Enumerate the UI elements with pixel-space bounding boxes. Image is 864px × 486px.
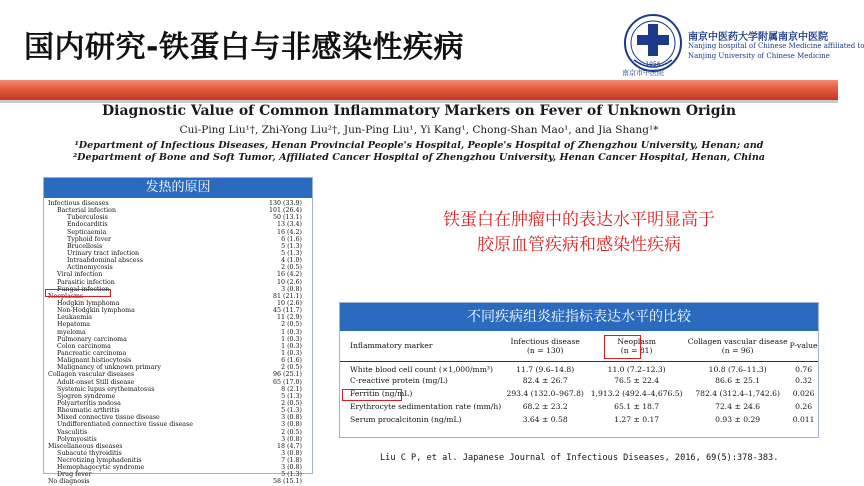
cause-name: Typhoid fever [67,235,112,243]
ferritin-row-highlight-box [342,389,402,401]
cause-name: Hepatoma [57,321,91,329]
cause-name: Collagen vascular diseases [48,371,135,379]
list-item [48,207,308,214]
logo-name-cn: 南京中医药大学附属南京中医院 [688,32,828,43]
logo-name-short: 南京市中医院 [622,69,664,77]
cause-value: 16 (4.2) [277,228,302,236]
column-header-label: Inflammatory marker [350,341,433,351]
table-cell: 76.5 ± 22.4 [614,376,660,385]
cause-value: 3 (0.8) [281,421,302,429]
list-item [48,400,308,407]
list-item [48,243,308,250]
list-item [48,200,308,207]
cause-value: 50 (13.1) [273,214,302,222]
table-cell: 782.4 (312.4–1,742.6) [695,389,780,398]
cause-name: Miscellaneous diseases [48,442,123,450]
list-item [48,393,308,400]
hospital-logo [618,8,864,82]
list-item [48,271,308,278]
cause-value: 16 (4.2) [277,271,302,279]
marker-comparison-header: 不同疾病组炎症指标表达水平的比较 [340,303,818,331]
cause-value: 10 (2.6) [277,278,302,286]
cause-value: 101 (26.4) [269,207,302,215]
cause-name: Adult-onset Still disease [57,378,135,386]
list-item [48,229,308,236]
list-item [48,329,308,336]
paper-authors: Cui-Ping Liu¹†, Zhi-Yong Liu²†, Jun-Ping Liu¹, Yi Kang¹, Chong-Shan Mao¹, and Jia Shang¹* [179,124,659,136]
list-item [48,236,308,243]
fever-causes-panel [43,177,313,486]
column-header-count: (n = 130) [526,345,564,355]
list-item [48,250,308,257]
cause-value: 81 (21.1) [273,292,302,300]
table-cell: 86.6 ± 25.1 [715,376,761,385]
column-header [340,331,503,361]
list-item [48,471,308,478]
list-item [48,357,308,364]
column-header-label: P-value [789,341,818,351]
list-item [48,279,308,286]
cause-value: 3 (0.8) [281,449,302,457]
cause-name: Pancreatic carcinoma [57,349,127,357]
table-cell: 11.7 (9.6–14.8) [516,364,575,374]
list-item [48,414,308,421]
cause-name: Hodgkin lymphoma [57,299,120,307]
logo-name-en-2: Nanjing University of Chinese Medicine [688,52,830,60]
cause-name: Drug fever [57,471,92,479]
list-item [48,264,308,271]
neoplasm-highlight-box [45,289,111,297]
cause-value: 5 (1.3) [281,392,302,400]
cause-value: 10 (2.6) [277,299,302,307]
table-cell: 3.64 ± 0.58 [522,415,568,424]
cause-value: 45 (11.7) [273,307,302,315]
table-cell: 0.011 [792,415,815,424]
cause-value: 1 (0.3) [281,328,302,336]
cause-name: Viral infection [57,271,103,279]
list-item [48,379,308,386]
table-cell: White blood cell count (×1,000/mm³) [350,364,493,374]
cause-value: 3 (0.8) [281,414,302,422]
cause-name: Malignant histiocytosis [57,357,132,365]
title-banner [0,80,838,100]
list-item [48,457,308,464]
table-cell: 82.4 ± 26.7 [522,376,568,385]
list-item [48,443,308,450]
table-cell: 65.1 ± 18.7 [614,402,660,411]
key-finding-line-1: 铁蛋白在肿瘤中的表达水平明显高于 [443,210,715,230]
list-item [48,450,308,457]
cause-name: Actinomycosis [67,264,113,272]
fever-causes-list [44,198,312,486]
list-item [48,350,308,357]
cause-name: Sjogren syndrome [57,392,116,400]
column-header-count: (n = 96) [721,345,754,355]
table-cell: 72.4 ± 24.6 [715,402,761,411]
cause-name: Vasculitis [57,428,88,436]
list-item [48,429,308,436]
cause-value: 3 (0.8) [281,435,302,443]
cause-value: 3 (0.8) [281,285,302,293]
cause-value: 5 (1.3) [281,407,302,415]
table-cell: 1,913.2 (492.4–4,676.5) [590,389,683,398]
list-item [48,478,308,485]
list-item [48,257,308,264]
cause-value: 1 (0.3) [281,335,302,343]
logo-year: 1956 [645,61,661,68]
column-header-label: Collagen vascular disease [687,336,788,346]
table-cell: 293.4 (132.0–967.8) [506,389,584,398]
cause-value: 2 (0.5) [281,428,302,436]
cause-value: 1 (0.3) [281,349,302,357]
column-header [503,331,587,361]
cause-value: 96 (25.1) [273,371,302,379]
cause-name: Polymyositis [57,435,97,443]
table-cell: Serum procalcitonin (ng/mL) [350,415,462,424]
cause-name: Septicaemia [67,228,107,236]
cause-name: Undifferentiated connective tissue disease [57,421,194,429]
list-item [48,386,308,393]
cause-name: Urinary tract infection [67,249,140,257]
cause-value: 130 (33.9) [269,200,302,207]
table-cell: Ferritin (ng/mL) [350,389,413,398]
table-cell: 0.026 [792,389,815,398]
table-cell: 0.93 ± 0.29 [715,415,761,424]
table-cell: 0.32 [795,376,813,385]
paper-title: Diagnostic Value of Common Inflammatory Markers on Fever of Unknown Origin [102,103,736,119]
list-item [48,343,308,350]
cause-name: Endocarditis [67,221,108,229]
cause-name: Systemic lupus erythematosus [57,385,155,393]
list-item [48,214,308,221]
cause-value: 3 (0.8) [281,464,302,472]
table-row [340,400,818,413]
cause-name: Parasitic infection [57,278,115,286]
fever-causes-header: 发热的原因 [44,178,312,198]
cause-name: Subacute thyroiditis [57,449,122,457]
cause-value: 2 (0.5) [281,399,302,407]
cause-name: Colon carcinoma [57,342,111,350]
cause-value: 5 (1.3) [281,471,302,479]
cause-name: Rheumatic arthritis [57,407,120,415]
table-cell: C-reactive protein (mg/L) [350,376,448,385]
cause-value: 65 (17.0) [273,378,302,386]
cause-name: Necrotizing lymphadenitis [57,457,142,465]
cause-name: Fungal infection [57,285,110,293]
citation: Liu C P, et al. Japanese Journal of Infectious Diseases, 2016, 69(5):378-383. [380,453,779,463]
cause-name: Polyarteritis nodosa [57,399,121,407]
table-cell: 11.0 (7.2–12.3) [607,364,666,374]
cause-value: 11 (2.9) [277,314,302,322]
cause-value: 13 (3.4) [277,221,302,229]
cause-name: Bacterial infection [57,207,117,215]
cause-value: 5 (1.3) [281,249,302,257]
marker-comparison-table [340,331,818,426]
key-finding-line-2: 胶原血管疾病和感染性疾病 [477,235,681,255]
cause-name: Tuberculosis [67,214,108,222]
column-header-label: Neoplasm [617,336,656,346]
cause-value: 2 (0.5) [281,364,302,372]
list-item [48,436,308,443]
list-item [48,336,308,343]
cause-value: 2 (0.5) [281,264,302,272]
table-row [340,361,818,374]
table-row [340,413,818,426]
list-item [48,421,308,428]
list-item [48,371,308,378]
cause-value: 5 (1.3) [281,242,302,250]
table-cell: 68.2 ± 23.2 [522,402,568,411]
cause-name: Hemophagocytic syndrome [57,464,145,472]
column-header-count: (n = 81) [620,345,653,355]
table-cell: 1.27 ± 0.17 [614,415,660,424]
list-item [48,221,308,228]
marker-comparison-panel [339,302,819,438]
table-header-row [340,331,818,361]
column-header [789,331,818,361]
cause-value: 7 (1.8) [281,457,302,465]
cause-name: No diagnosis [48,478,90,486]
cause-value: 18 (4.7) [277,442,302,450]
cause-name: Brucellosis [67,242,103,250]
cause-value: 1 (0.3) [281,342,302,350]
cause-value: 6 (1.6) [281,357,302,365]
table-cell: 0.26 [795,402,813,411]
table-cell: 0.76 [795,364,813,374]
paper-affiliation: ¹Department of Infectious Diseases, Henan Provincial People's Hospital, People's Hospital of Zhengzhou University, Henan; and ²Department of Bone and Soft Tumor, Affiliated Cancer Hospital of Zhengzhou University, Henan Cancer Hospital, Henan, China [72,140,766,163]
column-header-label: Infectious disease [510,336,580,346]
slide-title: 国内研究-铁蛋白与非感染性疾病 [24,30,464,65]
list-item [48,407,308,414]
cause-value: 6 (1.6) [281,235,302,243]
list-item [48,321,308,328]
cause-name: Neoplasms [48,292,84,300]
list-item [48,300,308,307]
table-cell: 10.8 (7.6–11.3) [708,364,767,374]
cause-name: Mixed connective tissue disease [57,414,160,422]
list-item [48,364,308,371]
table-row [340,374,818,387]
column-header [686,331,789,361]
logo-name-en-1: Nanjing hospital of Chinese Medicine affiliated to [688,42,864,50]
list-item [48,314,308,321]
cause-value: 2 (0.5) [281,321,302,329]
cause-value: 4 (1.0) [281,257,302,265]
neoplasm-column-highlight-box [604,335,641,359]
cause-value: 58 (15.1) [273,478,302,486]
cause-name: myeloma [57,328,86,336]
key-finding [384,208,774,258]
list-item [48,464,308,471]
cause-name: Non-Hodgkin lymphoma [57,307,135,315]
cause-name: Malignancy of unknown primary [57,364,161,372]
cause-name: Pulmonary carcinoma [57,335,127,343]
list-item [48,307,308,314]
cause-name: Infectious diseases [48,200,109,207]
cause-value: 8 (2.1) [281,385,302,393]
cause-name: Intraabdominal abscess [67,257,143,265]
table-row [340,387,818,400]
table-cell: Erythrocyte sedimentation rate (mm/h) [350,402,502,411]
cause-name: Leukaemia [57,314,92,322]
